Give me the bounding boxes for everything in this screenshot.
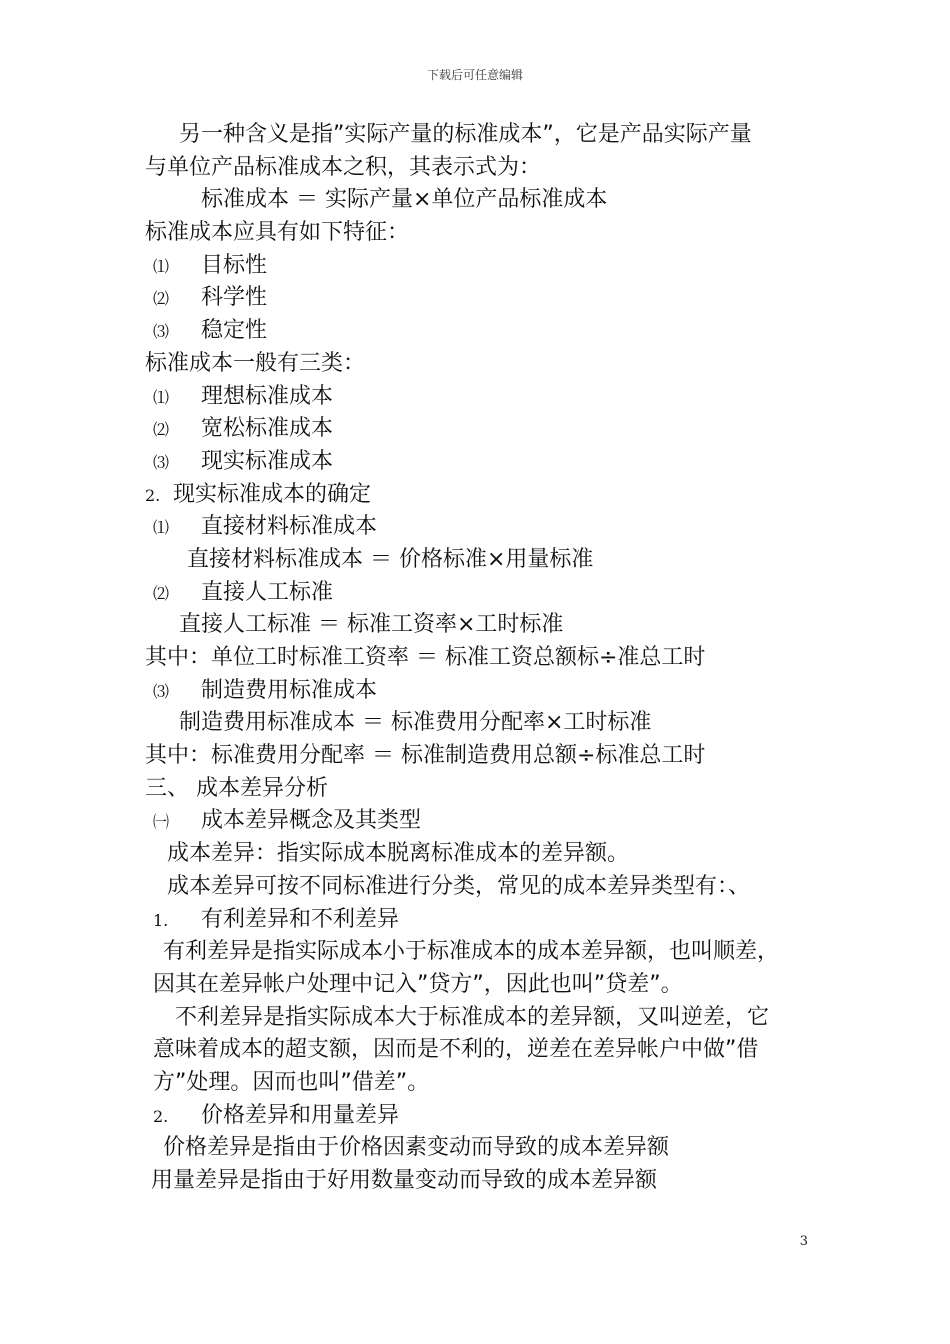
- text-line: [145, 1067, 825, 1100]
- text-line: [145, 609, 825, 642]
- line-text: 不利差异是指实际成本大于标准成本的差异额，又叫逆差，它: [175, 1004, 770, 1030]
- line-text: 直接材料标准成本: [201, 514, 378, 540]
- line-text: 有利差异和不利差异: [201, 906, 400, 932]
- text-line: [145, 805, 825, 838]
- line-text: 成本差异可按不同标准进行分类，常见的成本差异类型有：、: [167, 873, 751, 899]
- line-text: 直接材料标准成本 ＝ 价格标准×用量标准: [187, 546, 594, 572]
- list-number: ⑴: [153, 518, 170, 538]
- list-number: ㈠: [153, 812, 170, 832]
- text-line: [145, 1165, 825, 1198]
- line-text: 标准成本一般有三类：: [145, 350, 366, 376]
- text-line: [145, 315, 825, 348]
- line-text: 成本差异：指实际成本脱离标准成本的差异额。: [167, 841, 630, 867]
- line-text: 标准成本 ＝ 实际产量×单位产品标准成本: [201, 187, 608, 213]
- list-number: 2.: [153, 1106, 169, 1126]
- document-body: [145, 119, 825, 1198]
- list-number: ⑴: [153, 256, 170, 276]
- line-text: 价格差异和用量差异: [201, 1102, 400, 1128]
- line-text: 另一种含义是指”实际产量的标准成本”，它是产品实际产量: [179, 122, 752, 147]
- line-text: 理想标准成本: [201, 383, 334, 409]
- text-line: [145, 381, 825, 414]
- text-line: [145, 413, 825, 446]
- list-number: 2.: [145, 485, 161, 505]
- line-text: 宽松标准成本: [201, 416, 334, 442]
- text-line: [145, 577, 825, 610]
- text-line: [145, 217, 825, 250]
- line-text: 三、 成本差异分析: [145, 775, 328, 801]
- line-text: 制造费用标准成本 ＝ 标准费用分配率×工时标准: [179, 710, 652, 736]
- list-number: ⑴: [153, 387, 170, 407]
- text-line: [145, 446, 825, 479]
- line-text: 现实标准成本的确定: [173, 481, 372, 507]
- page-header: 下载后可任意编辑: [426, 68, 523, 82]
- line-text: 成本差异概念及其类型: [201, 808, 422, 834]
- text-line: [145, 904, 825, 937]
- line-text: 科学性: [201, 285, 268, 311]
- line-text: 直接人工标准 ＝ 标准工资率×工时标准: [179, 612, 564, 638]
- text-line: [145, 479, 825, 512]
- list-number: ⑵: [153, 289, 170, 309]
- list-number: 1.: [153, 910, 169, 930]
- line-text: 直接人工标准: [201, 579, 334, 605]
- line-text: 标准成本应具有如下特征：: [145, 220, 410, 246]
- line-text: 制造费用标准成本: [201, 677, 378, 703]
- line-text: 现实标准成本: [201, 448, 334, 474]
- text-line: [145, 184, 825, 217]
- text-line: [145, 936, 825, 969]
- text-line: [145, 675, 825, 708]
- text-line: [145, 969, 825, 1002]
- text-line: [145, 544, 825, 577]
- list-number: ⑵: [153, 583, 170, 603]
- line-text: 价格差异是指由于价格因素变动而导致的成本差异额: [163, 1135, 670, 1161]
- list-number: ⑵: [153, 420, 170, 440]
- text-line: [145, 1100, 825, 1133]
- line-text: 有利差异是指实际成本小于标准成本的成本差异额，也叫顺差，: [163, 939, 780, 965]
- line-text: 目标性: [201, 252, 268, 278]
- text-line: [145, 282, 825, 315]
- line-text: 用量差异是指由于好用数量变动而导致的成本差异额: [151, 1168, 658, 1193]
- line-text: 因其在差异帐户处理中记入”贷方”，因此也叫”贷差”。: [153, 971, 683, 997]
- line-text: 其中：标准费用分配率 ＝ 标准制造费用总额÷标准总工时: [145, 743, 706, 769]
- text-line: [145, 871, 825, 904]
- text-line: [145, 642, 825, 675]
- text-line: [145, 707, 825, 740]
- page-number: 3: [799, 1234, 808, 1249]
- text-line: [145, 511, 825, 544]
- text-line: [145, 152, 825, 185]
- line-text: 稳定性: [201, 318, 268, 344]
- text-line: [145, 1034, 825, 1067]
- text-line: [145, 773, 825, 806]
- line-text: 与单位产品标准成本之积，其表示式为：: [145, 154, 542, 180]
- text-line: [145, 348, 825, 381]
- text-line: [145, 250, 825, 283]
- text-line: [145, 740, 825, 773]
- line-text: 方”处理。因而也叫”借差”。: [153, 1069, 430, 1095]
- line-text: 意味着成本的超支额，因而是不利的，逆差在差异帐户中做”借: [153, 1037, 759, 1063]
- text-line: [145, 1002, 825, 1035]
- list-number: ⑶: [153, 681, 170, 701]
- text-line: [145, 1132, 825, 1165]
- list-number: ⑶: [153, 452, 170, 472]
- text-line: [145, 838, 825, 871]
- list-number: ⑶: [153, 322, 170, 342]
- text-line: [145, 119, 825, 152]
- line-text: 其中：单位工时标准工资率 ＝ 标准工资总额标÷准总工时: [145, 645, 706, 670]
